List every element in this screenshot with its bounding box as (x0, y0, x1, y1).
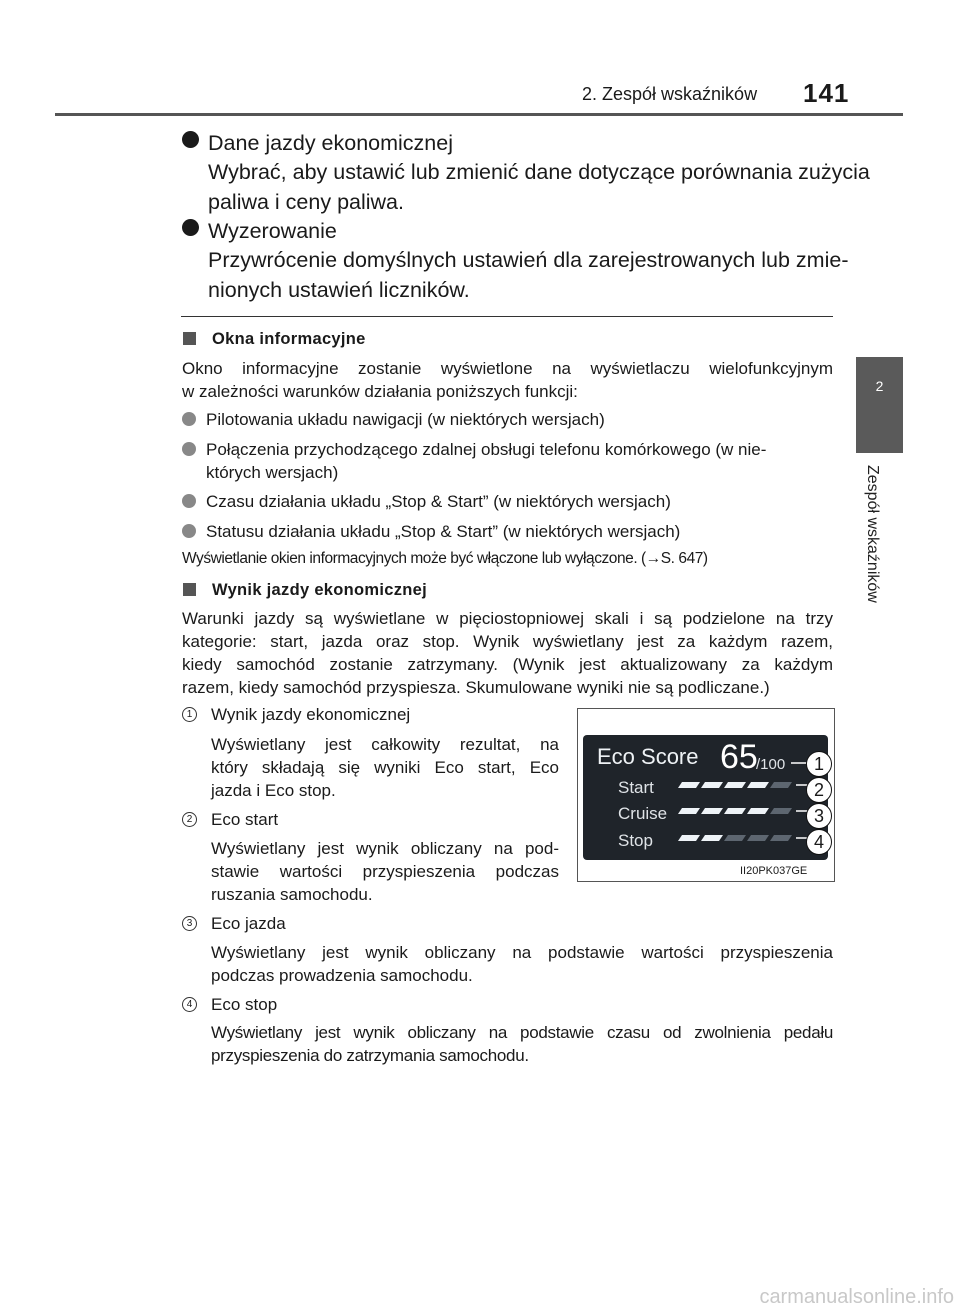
chapter-tab-label: Zespół wskaźników (864, 465, 881, 603)
score-segment (770, 782, 792, 788)
number-circle-icon: 4 (182, 997, 197, 1012)
eco-score-value: 65 (720, 738, 758, 776)
info-bullet: Czasu działania układu „Stop & Start” (w niektórych wersjach) (182, 490, 833, 513)
running-header-section: 2. Zespół wskaźników (582, 84, 758, 104)
bullet-body: Przywrócenie domyślnych ustawień dla zarejestrowanych lub zmie- nionych ustawień liczników. (208, 248, 849, 302)
eco-score-label: Eco Score (597, 744, 699, 769)
grey-bullet-icon (182, 442, 196, 456)
bullet-item-eco-data (182, 128, 453, 158)
callout-2: 2 (806, 777, 832, 803)
eco-score-display-graphic (583, 735, 828, 860)
score-segment (701, 782, 723, 788)
grey-bullet-icon (182, 494, 196, 508)
score-segment (724, 782, 746, 788)
eco-item-3-desc: Wyświetlany jest wynik obliczany na podstawie wartości przyspieszenia podczas prowadzenia samochodu. (211, 943, 833, 985)
square-bullet-icon (183, 583, 196, 596)
eco-item-3: 3 Eco jazda (182, 912, 286, 935)
callout-3: 3 (806, 803, 832, 829)
header-divider (55, 113, 903, 116)
eco-item-1: 1 Wynik jazdy ekonomicznej (182, 703, 410, 726)
callout-4: 4 (806, 829, 832, 855)
section-heading-info: Okna informacyjne (212, 330, 366, 349)
score-segment (747, 835, 769, 841)
score-segment (747, 808, 769, 814)
info-bullet: Pilotowania układu nawigacji (w niektórych wersjach) (182, 408, 833, 431)
eco-item-2: 2 Eco start (182, 808, 278, 831)
bullet-item-reset (182, 216, 337, 246)
score-segment (701, 808, 723, 814)
bullet-title: Wyzerowanie (208, 219, 337, 243)
eco-score-max: /100 (756, 756, 786, 773)
info-note: Wyświetlanie okien informacyjnych może być włączone lub wyłączone. (→S. 647) (182, 550, 708, 567)
score-segment (724, 835, 746, 841)
info-intro: Okno informacyjne zostanie wyświetlone na wyświetlaczu wielofunkcyjnym w zależności warunków działania poniższych funkcji: (182, 359, 833, 401)
number-circle-icon: 1 (182, 707, 197, 722)
eco-item-2-desc: Wyświetlany jest wynik obliczany na pod- stawie wartości przyspieszenia podczas ruszania samochodu. (211, 839, 559, 904)
eco-item-1-desc: Wyświetlany jest całkowity rezultat, na który składają się wyniki Eco start, Eco jazda i Eco stop. (211, 735, 559, 800)
eco-item-4-desc: Wyświetlany jest wynik obliczany na podstawie czasu od zwolnienia pedału przyspieszenia do zatrzymania samochodu. (211, 1023, 833, 1065)
score-segment (678, 835, 700, 841)
figure-code: II20PK037GE (740, 865, 808, 877)
number-circle-icon: 2 (182, 812, 197, 827)
eco-score-display (583, 735, 828, 860)
score-segment (678, 782, 700, 788)
callout-1: 1 (806, 751, 832, 777)
chapter-tab (856, 357, 903, 453)
chapter-tab-number: 2 (875, 378, 884, 394)
grey-bullet-icon (182, 524, 196, 538)
score-segment (747, 782, 769, 788)
row-label-cruise: Cruise (618, 804, 668, 823)
info-bullet: Połączenia przychodzącego zdalnej obsługi telefonu komórkowego (w nie- których wersjach) (182, 438, 833, 484)
eco-item-4: 4 Eco stop (182, 993, 277, 1016)
bullet-title: Dane jazdy ekonomicznej (208, 131, 453, 155)
score-segment (770, 835, 792, 841)
score-segment (701, 835, 723, 841)
bullet-dot-icon (182, 219, 199, 236)
bullet-body: Wybrać, aby ustawić lub zmienić dane dotyczące porównania zużycia paliwa i ceny paliwa. (208, 160, 870, 214)
row-label-start: Start (618, 778, 654, 797)
watermark: carmanualsonline.info (759, 1286, 954, 1308)
number-circle-icon: 3 (182, 916, 197, 931)
score-segment (770, 808, 792, 814)
page-number: 141 (803, 78, 850, 108)
info-bullet: Statusu działania układu „Stop & Start” (w niektórych wersjach) (182, 520, 833, 543)
section-divider (181, 316, 833, 317)
eco-intro: Warunki jazdy są wyświetlane w pięciostopniowej skali i są podzielone na trzy kategorie: start, jazda oraz stop. Wynik wyświetlany jest za każdym razem, kiedy samochód zostanie zatrzymany. (Wynik jest aktualizowany za każdym razem, kiedy samochód przyspiesza. Skumulowane wyniki nie są podliczane.) (182, 609, 833, 697)
score-segment (724, 808, 746, 814)
section-heading-eco-score: Wynik jazdy ekonomicznej (212, 581, 427, 600)
grey-bullet-icon (182, 412, 196, 426)
square-bullet-icon (183, 332, 196, 345)
bullet-dot-icon (182, 131, 199, 148)
score-segment (678, 808, 700, 814)
row-label-stop: Stop (618, 831, 653, 850)
